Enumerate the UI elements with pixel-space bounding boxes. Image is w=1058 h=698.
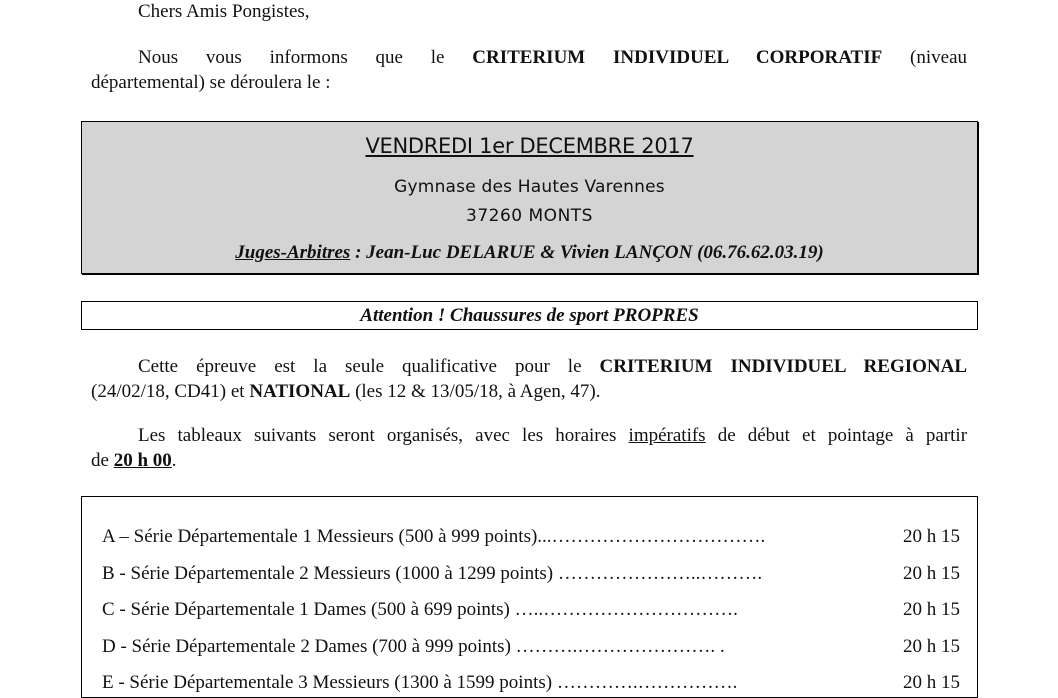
tableau-time: 20 h 15 <box>903 672 960 693</box>
tableau-time: 20 h 15 <box>903 599 960 620</box>
event-date: VENDREDI 1er DECEMBRE 2017 <box>365 134 694 158</box>
tableau-row <box>102 634 960 660</box>
attention-box: Attention ! Chaussures de sport PROPRES <box>81 301 978 330</box>
qualif-line-2 <box>91 380 600 404</box>
schedule-period: . <box>171 450 177 471</box>
qualif-regional: CRITERIUM INDIVIDUEL REGIONAL <box>599 356 968 377</box>
greeting: Chers Amis Pongistes, <box>138 1 310 22</box>
tableau-row <box>102 524 960 550</box>
schedule-intro-text-2: de début et pointage à partir <box>717 425 968 446</box>
event-city: 37260 MONTS <box>466 206 593 226</box>
qualif-national-details: (les 12 & 13/05/18, à Agen, 47). <box>355 381 601 402</box>
event-venue: Gymnase des Hautes Varennes <box>394 177 665 197</box>
tableau-time: 20 h 15 <box>903 563 960 584</box>
intro-line-1 <box>138 46 967 70</box>
schedule-intro-text: Les tableaux suivants seront organisés, avec les horaires <box>138 425 617 446</box>
schedule-from: de <box>91 450 109 471</box>
tableau-label: B - Série Départementale 2 Messieurs (1000 à 1299 points) …………………..………. <box>102 563 763 584</box>
qualif-national: NATIONAL <box>249 381 351 402</box>
tableau-row <box>102 597 960 623</box>
intro-event-name: CRITERIUM INDIVIDUEL CORPORATIF <box>472 47 883 68</box>
schedule-intro-line-2 <box>91 449 177 473</box>
tableaux-box <box>81 496 978 698</box>
judges-label: Juges-Arbitres <box>235 242 351 263</box>
qualif-line-1 <box>138 355 967 379</box>
event-info-box <box>81 121 978 274</box>
tableau-time: 20 h 15 <box>903 636 960 657</box>
event-judges <box>82 242 977 264</box>
qualif-text: Cette épreuve est la seule qualificative pour le <box>138 356 582 377</box>
tableau-time: 20 h 15 <box>903 526 960 547</box>
schedule-start-time: 20 h 00 <box>113 450 172 471</box>
intro-line-2: départemental) se déroulera le : <box>91 72 331 93</box>
tableau-label: A – Série Départementale 1 Messieurs (500 à 999 points)...……………………………. <box>102 526 766 547</box>
qualif-date: (24/02/18, CD41) et <box>91 381 245 402</box>
schedule-intro-line-1 <box>138 424 967 448</box>
tableau-label: E - Série Départementale 3 Messieurs (1300 à 1599 points) ………….……………. <box>102 672 738 693</box>
schedule-imperatifs: impératifs <box>628 425 706 446</box>
judges-names: Jean-Luc DELARUE & Vivien LANÇON (06.76.62.03.19) <box>366 242 824 263</box>
judges-separator: : <box>350 242 367 263</box>
intro-text: Nous vous informons que le <box>138 47 445 68</box>
tableau-row <box>102 561 960 587</box>
intro-level: (niveau <box>910 47 968 68</box>
tableau-row <box>102 670 960 696</box>
tableau-label: C - Série Départementale 1 Dames (500 à 699 points) …..…………………………. <box>102 599 738 620</box>
tableau-label: D - Série Départementale 2 Dames (700 à 999 points) ……….…………………. . <box>102 636 725 657</box>
